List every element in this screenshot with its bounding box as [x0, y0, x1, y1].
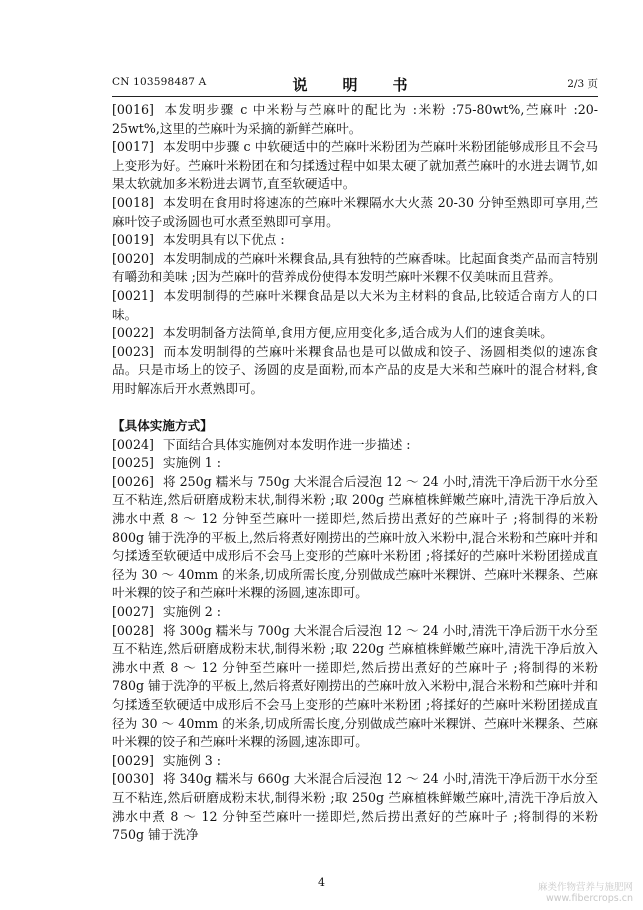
paragraph-number: [0017]	[112, 139, 154, 155]
paragraph-number: [0028]	[112, 622, 154, 638]
paragraph-0023	[112, 343, 598, 399]
page-number: 4	[318, 876, 325, 889]
paragraph-0016	[112, 101, 598, 138]
paragraph-0020	[112, 250, 598, 287]
paragraph-0028	[112, 622, 598, 752]
paragraph-0024	[112, 436, 598, 455]
paragraph-number: [0021]	[112, 287, 154, 303]
paragraph-text: 下面结合具体实施例对本发明作进一步描述 :	[163, 436, 411, 452]
paragraph-number: [0023]	[112, 343, 154, 359]
patent-number: CN 103598487 A	[112, 76, 207, 88]
document-body	[112, 101, 598, 845]
paragraph-text: 将 340g 糯米与 660g 大米混合后浸泡 12 ～ 24 小时,清洗干净后沥干水分至互不粘连,然后研磨成粉末状,制得米粉 ;取 250g 苎麻植株鲜嫩苎麻叶,清洗干净后放入沸水中煮 8 ～ 12 分钟至苎麻叶一搓即烂,然后捞出煮好的苎麻叶子 ;将制得的米粉 750g 铺于洗净	[112, 771, 598, 843]
paragraph-text: 而本发明制得的苎麻叶米粿食品也是可以做成和饺子、汤圆相类似的速冻食品。只是市场上的饺子、汤圆的皮是面粉,而本产品的皮是大米和苎麻叶的混合材料,食用时解冻后开水煮熟即可。	[112, 343, 598, 396]
paragraph-number: [0020]	[112, 250, 154, 266]
paragraph-text: 实施例 1 :	[163, 455, 222, 471]
paragraph-number: [0019]	[112, 232, 154, 248]
paragraph-number: [0022]	[112, 325, 154, 341]
paragraph-text: 将 250g 糯米与 750g 大米混合后浸泡 12 ～ 24 小时,清洗干净后沥干水分至互不粘连,然后研磨成粉末状,制得米粉 ;取 200g 苎麻植株鲜嫩苎麻叶,清洗干净后放入沸水中煮 8 ～ 12 分钟至苎麻叶一搓即烂,然后捞出煮好的苎麻叶子 ;将制得的米粉 800g 铺于洗净的平板上,然后将煮好刚捞出的苎麻叶放入米粉中,混合米粉和苎麻叶并和匀揉透至软硬适中成形后不会马上变形的苎麻叶米粉团 ;将揉好的苎麻叶米粉团搓成直径为 30 ～ 40mm 的米条,切成所需长度,分别做成苎麻叶米粿饼、苎麻叶米粿条、苎麻叶米粿的饺子和苎麻叶米粿的汤圆,速冻即可。	[112, 473, 598, 601]
paragraph-0029	[112, 752, 598, 771]
paragraph-text: 本发明具有以下优点 :	[163, 232, 285, 248]
watermark-site-name: 麻类作物营养与施肥网	[537, 882, 633, 893]
paragraph-0022	[112, 324, 598, 343]
paragraph-text: 本发明中步骤 c 中软硬适中的苎麻叶米粉团为苎麻叶米粉团能够成形且不会马上变形为好。苎麻叶米粉团在和匀揉透过程中如果太硬了就加煮苎麻叶的水进去调节,如果太软就加多米粉进去调节,直至软硬适中。	[112, 139, 598, 192]
watermark-url: www.fibercrops.cn	[546, 893, 633, 904]
paragraph-0017	[112, 138, 598, 194]
section-heading: 【具体实施方式】	[112, 418, 213, 434]
paragraph-text: 实施例 3 :	[163, 752, 222, 768]
paragraph-number: [0024]	[112, 436, 154, 452]
section-spacer	[112, 399, 598, 418]
paragraph-text: 实施例 2 :	[163, 604, 222, 620]
paragraph-number: [0025]	[112, 455, 154, 471]
site-watermark	[538, 882, 633, 904]
paragraph-number: [0029]	[112, 752, 154, 768]
paragraph-text: 本发明制成的苎麻叶米粿食品,具有独特的苎麻香味。比起面食类产品而言特别有嚼劲和美味 ;因为苎麻叶的营养成份使得本发明苎麻叶米粿不仅美味而且营养。	[112, 250, 598, 285]
paragraph-text: 本发明步骤 c 中米粉与苎麻叶的配比为 :米粉 :75-80wt%,苎麻叶 :20-25wt%,这里的苎麻叶为采摘的新鲜苎麻叶。	[112, 102, 598, 136]
paragraph-0027	[112, 603, 598, 622]
paragraph-number: [0030]	[112, 771, 154, 787]
page-indicator: 2/3 页	[567, 78, 598, 90]
paragraph-0026	[112, 473, 598, 603]
document-title: 说 明 书	[292, 76, 418, 94]
paragraph-text: 将 300g 糯米与 700g 大米混合后浸泡 12 ～ 24 小时,清洗干净后沥干水分至互不粘连,然后研磨成粉末状,制得米粉 ;取 220g 苎麻植株鲜嫩苎麻叶,清洗干净后放入沸水中煮 8 ～ 12 分钟至苎麻叶一搓即烂,然后捞出煮好的苎麻叶子 ;将制得的米粉 780g 铺于洗净的平板上,然后将煮好刚捞出的苎麻叶放入米粉中,混合米粉和苎麻叶并和匀揉透至软硬适中成形后不会马上变形的苎麻叶米粉团 ;将揉好的苎麻叶米粉团搓成直径为 30 ～ 40mm 的米条,切成所需长度,分别做成苎麻叶米粿饼、苎麻叶米粿条、苎麻叶米粿的饺子和苎麻叶米粿的汤圆,速冻即可。	[112, 622, 598, 750]
paragraph-0025	[112, 454, 598, 473]
paragraph-text: 本发明制备方法简单,食用方便,应用变化多,适合成为人们的速食美味。	[163, 325, 553, 341]
paragraph-0019	[112, 231, 598, 250]
paragraph-0021	[112, 287, 598, 324]
page-header	[112, 74, 598, 94]
paragraph-number: [0016]	[112, 102, 154, 117]
paragraph-0030	[112, 770, 598, 844]
header-rule	[112, 96, 598, 97]
paragraph-text: 本发明在食用时将速冻的苎麻叶米粿隔水大火蒸 20-30 分钟至熟即可享用,苎麻叶饺子或汤圆也可水煮至熟即可享用。	[112, 194, 598, 229]
paragraph-number: [0027]	[112, 604, 154, 620]
paragraph-text: 本发明制得的苎麻叶米粿食品是以大米为主材料的食品,比较适合南方人的口味。	[112, 287, 598, 322]
paragraph-0018	[112, 194, 598, 231]
paragraph-number: [0026]	[112, 473, 154, 489]
paragraph-number: [0018]	[112, 194, 154, 210]
